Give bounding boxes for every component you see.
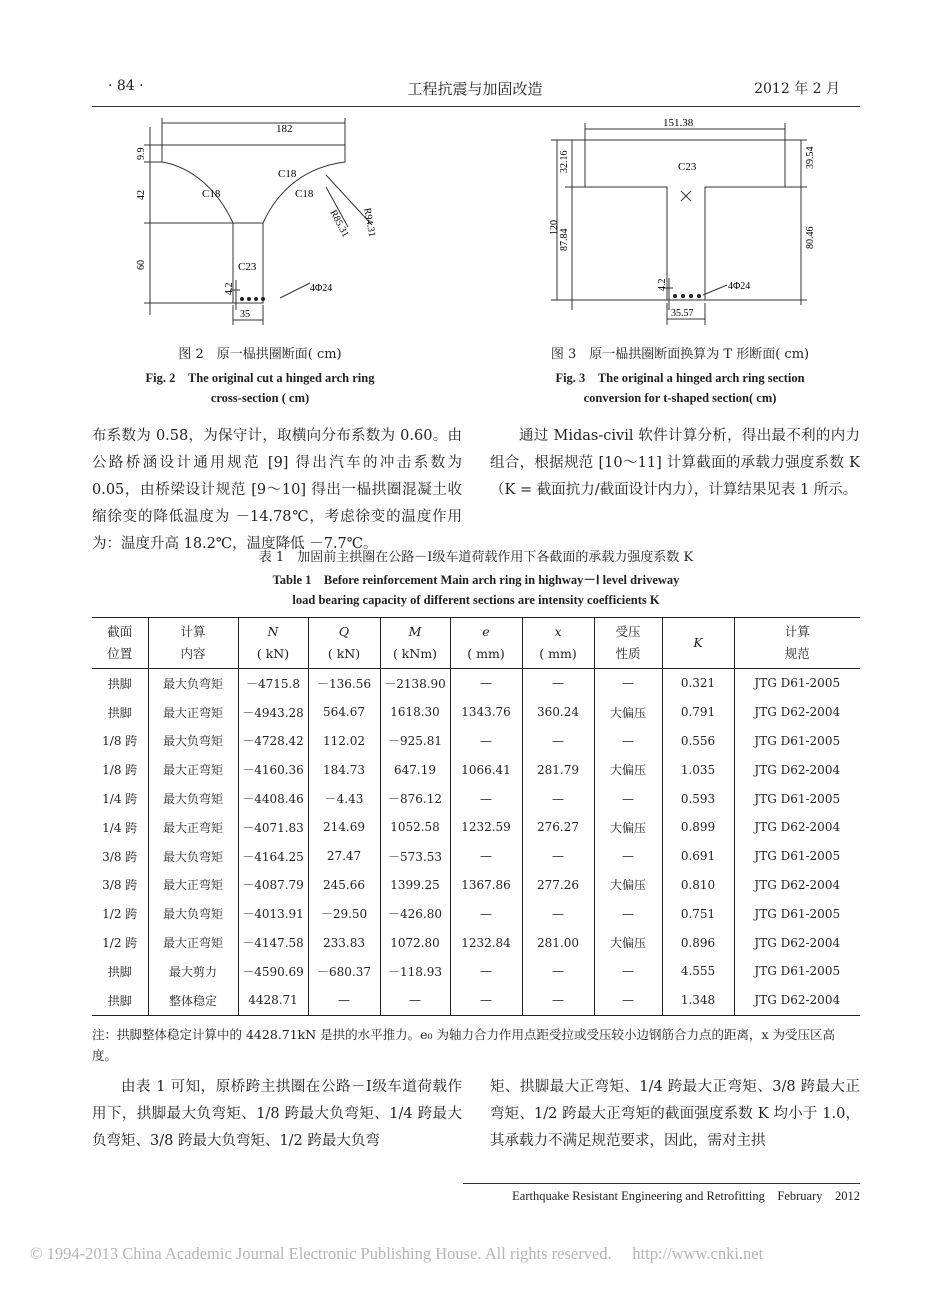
- table-cell: 1.348: [662, 986, 734, 1015]
- bottom-left-paragraph: [92, 1074, 462, 1155]
- table-cell: —: [594, 986, 662, 1015]
- header-line-1: N: [267, 624, 279, 639]
- table-cell: —: [380, 986, 450, 1015]
- table-cell: —: [522, 669, 594, 698]
- right-paragraph: [490, 423, 860, 504]
- table-cell: －4160.36: [238, 755, 308, 784]
- page-number: · 84 ·: [108, 78, 144, 94]
- table-cell: JTG D62-2004: [734, 813, 860, 842]
- table1-header-cell: [148, 618, 238, 669]
- table-cell: JTG D61-2005: [734, 899, 860, 928]
- fig3-caption-cn: 图 3 原一榀拱圈断面换算为 T 形断面( cm): [550, 347, 810, 362]
- table1-caption-cn: 表 1 加固前主拱圈在公路－Ⅰ级车道荷载作用下各截面的承载力强度系数 K: [258, 550, 694, 565]
- table-cell: JTG D61-2005: [734, 669, 860, 698]
- footer-rule: [463, 1183, 860, 1184]
- table1-caption-en-1: Table 1 Before reinforcement Main arch ring in highway－Ⅰ level driveway: [272, 573, 680, 587]
- table-cell: －4164.25: [238, 842, 308, 871]
- fig2-label-c23: C23: [238, 261, 257, 273]
- table-cell: 214.69: [308, 813, 380, 842]
- header-line-1: e: [482, 624, 490, 639]
- left-paragraph-text: 布系数为 0.58，为保守计，取横向分布系数为 0.60。由公路桥涵设计通用规范 [9] 得出汽车的冲击系数为 0.05，由桥梁设计规范 [9～10] 得出一榀拱圈混凝土收缩徐变的降低温度为 －14.78℃，考虑徐变的温度作用为：温度升高 18.2℃，温度降低 －7.7℃。: [92, 428, 462, 552]
- issue-date: 2012 年 2 月: [754, 81, 840, 97]
- table-cell: －876.12: [380, 784, 450, 813]
- header-line-1: Q: [338, 624, 350, 639]
- table-cell: —: [308, 986, 380, 1015]
- table-cell: —: [522, 784, 594, 813]
- fig3-t-section-drawing: [545, 115, 825, 330]
- table-cell: 最大正弯矩: [148, 871, 238, 900]
- table-row: [92, 957, 860, 986]
- table-row: [92, 669, 860, 698]
- journal-footer: Earthquake Resistant Engineering and Retrofitting February 2012: [512, 1189, 860, 1203]
- fig2-dim-d1: 9.9: [136, 147, 147, 160]
- header-line-2: 规范: [784, 646, 810, 661]
- table-cell: —: [450, 899, 522, 928]
- table-cell: 0.691: [662, 842, 734, 871]
- header-line-1: 受压: [615, 624, 641, 639]
- table-cell: 0.810: [662, 871, 734, 900]
- table-cell: －573.53: [380, 842, 450, 871]
- table-cell: 1/8 跨: [102, 734, 138, 749]
- table-cell: 1/4 跨: [102, 792, 138, 807]
- table-cell: 最大负弯矩: [148, 899, 238, 928]
- table-cell: 1399.25: [380, 871, 450, 900]
- fig2-dim-d3: 60: [136, 260, 147, 270]
- table-cell: －426.80: [380, 899, 450, 928]
- table-cell: －4071.83: [238, 813, 308, 842]
- table1-header-cell: [522, 618, 594, 669]
- fig2-label-rebar: 4Φ24: [310, 283, 333, 294]
- table-cell: －4.43: [308, 784, 380, 813]
- header-line-2: 位置: [107, 646, 133, 661]
- table-cell: 0.751: [662, 899, 734, 928]
- bottom-left-text: 由表 1 可知，原桥跨主拱圈在公路－Ⅰ级车道荷载作用下，拱脚最大负弯矩、1/8 跨最大负弯矩、1/4 跨最大负弯矩、3/8 跨最大负弯矩、1/2 跨最大负弯: [92, 1079, 462, 1149]
- fig2-dim-d2: 42: [136, 190, 147, 200]
- table1-body: [92, 669, 860, 1016]
- table-cell: －925.81: [380, 727, 450, 756]
- table-cell: 27.47: [308, 842, 380, 871]
- table1-header-row: [92, 618, 860, 669]
- table-cell: 最大负弯矩: [148, 842, 238, 871]
- fig3-dim-r1: 39.54: [805, 146, 816, 169]
- table-cell: JTG D62-2004: [734, 986, 860, 1015]
- table-cell: 大偏压: [594, 928, 662, 957]
- table-cell: －4590.69: [238, 957, 308, 986]
- table-cell: －4013.91: [238, 899, 308, 928]
- journal-title: 工程抗震与加固改造: [407, 80, 543, 98]
- header-line-1: K: [693, 635, 703, 650]
- fig2-label-c18-left: C18: [202, 188, 221, 200]
- table-cell: －680.37: [308, 957, 380, 986]
- table-cell: 1232.59: [450, 813, 522, 842]
- table-cell: 564.67: [308, 698, 380, 727]
- table-cell: 1367.86: [450, 871, 522, 900]
- table-cell: 1343.76: [450, 698, 522, 727]
- table-row: [92, 755, 860, 784]
- header-line-2: 性质: [615, 646, 641, 661]
- table-cell: 360.24: [522, 698, 594, 727]
- table-cell: 最大正弯矩: [148, 928, 238, 957]
- table-row: [92, 986, 860, 1015]
- table-cell: —: [522, 842, 594, 871]
- table-cell: 最大正弯矩: [148, 755, 238, 784]
- fig2-caption-en-2: cross-section ( cm): [210, 391, 310, 405]
- table-cell: 整体稳定: [148, 986, 238, 1015]
- table1: [92, 617, 860, 1016]
- header-line-2: 内容: [180, 646, 206, 661]
- table-cell: 大偏压: [594, 698, 662, 727]
- table-cell: 0.593: [662, 784, 734, 813]
- table-row: [92, 899, 860, 928]
- table-cell: －4728.42: [238, 727, 308, 756]
- table-cell: －4408.46: [238, 784, 308, 813]
- table-cell: —: [594, 842, 662, 871]
- table-cell: －118.93: [380, 957, 450, 986]
- table-cell: 1052.58: [380, 813, 450, 842]
- table-row: [92, 727, 860, 756]
- table-cell: －136.56: [308, 669, 380, 698]
- table-cell: —: [594, 669, 662, 698]
- table-cell: 3/8 跨: [102, 878, 138, 893]
- header-line-2: ( mm): [467, 646, 505, 661]
- table-cell: 277.26: [522, 871, 594, 900]
- table-cell: JTG D62-2004: [734, 871, 860, 900]
- table-cell: 276.27: [522, 813, 594, 842]
- table-cell: 拱脚: [92, 986, 148, 1015]
- fig3-dim-l4: 4.2: [657, 278, 668, 291]
- table-cell: 拱脚: [107, 964, 132, 979]
- table-cell: 281.79: [522, 755, 594, 784]
- table-cell: —: [522, 986, 594, 1015]
- fig2-radius-2: R94.31: [361, 207, 378, 238]
- table-cell: 1/4 跨: [102, 820, 138, 835]
- fig2-label-c18-right: C18: [295, 188, 314, 200]
- fig2-label-c18-top: C18: [278, 168, 297, 180]
- table-cell: JTG D61-2005: [734, 727, 860, 756]
- table-cell: 1/2 跨: [102, 907, 138, 922]
- table-cell: JTG D62-2004: [734, 928, 860, 957]
- right-paragraph-text: 通过 Midas-civil 软件计算分析，得出最不利的内力组合，根据规范 [10～11] 计算截面的承载力强度系数 K（K = 截面抗力/截面设计内力），计算结果见表 1 所示。: [490, 428, 860, 498]
- table-cell: 最大剪力: [148, 957, 238, 986]
- table-cell: 大偏压: [594, 813, 662, 842]
- table-row: [92, 698, 860, 727]
- fig3-label-rebar: 4Φ24: [728, 281, 751, 292]
- left-paragraph: [92, 423, 462, 558]
- table-cell: 4428.71: [238, 986, 308, 1015]
- table1-header-cell: [662, 618, 734, 669]
- table-cell: 1066.41: [450, 755, 522, 784]
- table-cell: 1072.80: [380, 928, 450, 957]
- header-line-1: 计算: [180, 624, 206, 639]
- table-cell: JTG D62-2004: [734, 755, 860, 784]
- table1-header-cell: [308, 618, 380, 669]
- table-cell: —: [594, 957, 662, 986]
- fig2-caption-cn: 图 2 原一榀拱圈断面( cm): [178, 347, 342, 362]
- table-cell: －4715.8: [238, 669, 308, 698]
- table-cell: —: [594, 727, 662, 756]
- header-line-2: ( kN): [327, 646, 361, 661]
- table-cell: 1/8 跨: [102, 763, 138, 778]
- table-cell: 最大正弯矩: [148, 698, 238, 727]
- table-cell: —: [522, 957, 594, 986]
- table-cell: —: [522, 727, 594, 756]
- table-cell: —: [450, 842, 522, 871]
- table1-header-cell: [238, 618, 308, 669]
- fig3-dim-top: 151.38: [663, 117, 694, 129]
- table-cell: 最大负弯矩: [148, 784, 238, 813]
- bottom-right-text: 矩、拱脚最大正弯矩、1/4 跨最大正弯矩、3/8 跨最大正弯矩、1/2 跨最大正弯矩的截面强度系数 K 均小于 1.0，其承载力不满足规范要求，因此，需对主拱: [490, 1079, 860, 1149]
- table1-caption-en-2: load bearing capacity of different sections are intensity coefficients K: [292, 593, 660, 607]
- table-row: [92, 928, 860, 957]
- fig2-cross-section-drawing: [130, 115, 378, 330]
- table-cell: －29.50: [308, 899, 380, 928]
- table1-header-cell: [734, 618, 860, 669]
- fig3-dim-bottom: 35.57: [671, 308, 694, 319]
- table-cell: JTG D61-2005: [734, 842, 860, 871]
- table-cell: 0.556: [662, 727, 734, 756]
- table-cell: 大偏压: [594, 871, 662, 900]
- table-cell: 最大正弯矩: [148, 813, 238, 842]
- table1-header-cell: [594, 618, 662, 669]
- header-rule: [92, 106, 860, 107]
- table-cell: 245.66: [308, 871, 380, 900]
- table-cell: JTG D61-2005: [734, 784, 860, 813]
- fig3-dim-l2: 120: [549, 220, 560, 235]
- bottom-right-paragraph: [490, 1074, 860, 1155]
- table-row: [92, 871, 860, 900]
- table-cell: 0.321: [662, 669, 734, 698]
- table-cell: 最大负弯矩: [148, 727, 238, 756]
- table-cell: 拱脚: [107, 705, 132, 720]
- table-row: [92, 842, 860, 871]
- fig2-dim-d4: 4.2: [224, 282, 235, 295]
- fig3-caption-en-2: conversion for t-shaped section( cm): [583, 391, 777, 405]
- table-cell: 1232.84: [450, 928, 522, 957]
- fig3-dim-l3: 87.84: [559, 228, 570, 251]
- table-cell: －4087.79: [238, 871, 308, 900]
- table-cell: —: [594, 899, 662, 928]
- fig2-radius-1: R85.31: [327, 208, 351, 240]
- table-cell: 184.73: [308, 755, 380, 784]
- table-cell: 0.899: [662, 813, 734, 842]
- table-cell: －4147.58: [238, 928, 308, 957]
- table-cell: 最大负弯矩: [148, 669, 238, 698]
- table1-header-cell: [380, 618, 450, 669]
- table-cell: —: [450, 784, 522, 813]
- fig2-caption-en-1: Fig. 2 The original cut a hinged arch ring: [145, 371, 375, 385]
- table-cell: JTG D61-2005: [734, 957, 860, 986]
- table-row: [92, 784, 860, 813]
- table-cell: —: [594, 784, 662, 813]
- table-cell: 1.035: [662, 755, 734, 784]
- table-cell: 大偏压: [594, 755, 662, 784]
- table-cell: 0.791: [662, 698, 734, 727]
- table-cell: 3/8 跨: [102, 849, 138, 864]
- fig3-dim-r2: 80.46: [805, 226, 816, 249]
- table-cell: 233.83: [308, 928, 380, 957]
- header-line-2: ( kN): [256, 646, 290, 661]
- header-line-2: ( mm): [539, 646, 577, 661]
- fig3-label-c23: C23: [678, 161, 697, 173]
- table-cell: —: [450, 669, 522, 698]
- table-cell: 4.555: [662, 957, 734, 986]
- table-cell: －4943.28: [238, 698, 308, 727]
- table-cell: 647.19: [380, 755, 450, 784]
- table-cell: —: [522, 899, 594, 928]
- table-cell: 281.00: [522, 928, 594, 957]
- table-cell: 112.02: [308, 727, 380, 756]
- header-line-1: 截面: [107, 624, 133, 639]
- table1-header-cell: [450, 618, 522, 669]
- header-line-1: 计算: [784, 624, 810, 639]
- header-line-1: x: [554, 624, 562, 639]
- table1-note: 注：拱脚整体稳定计算中的 4428.71kN 是拱的水平推力。e₀ 为轴力合力作用点距受拉或受压较小边钢筋合力点的距离，x 为受压区高度。: [92, 1027, 836, 1063]
- fig3-dim-l1: 32.16: [559, 150, 570, 173]
- table-cell: －2138.90: [380, 669, 450, 698]
- table-cell: 1618.30: [380, 698, 450, 727]
- table-row: [92, 813, 860, 842]
- header-line-1: M: [408, 624, 422, 639]
- table-cell: JTG D62-2004: [734, 698, 860, 727]
- table1-header-cell: [92, 618, 148, 669]
- fig3-caption-en-1: Fig. 3 The original a hinged arch ring section: [555, 371, 805, 385]
- table-cell: —: [450, 727, 522, 756]
- fig2-dim-top: 182: [276, 123, 293, 135]
- table-cell: —: [450, 957, 522, 986]
- header-line-2: ( kNm): [392, 646, 438, 661]
- table-cell: —: [450, 986, 522, 1015]
- fig2-dim-bottom: 35: [240, 309, 250, 320]
- table-cell: 0.896: [662, 928, 734, 957]
- table-cell: 1/2 跨: [102, 936, 138, 951]
- copyright-watermark: © 1994-2013 China Academic Journal Electronic Publishing House. All rights reserved. http://www.cnki.net: [30, 1244, 764, 1263]
- table-cell: 拱脚: [107, 676, 132, 691]
